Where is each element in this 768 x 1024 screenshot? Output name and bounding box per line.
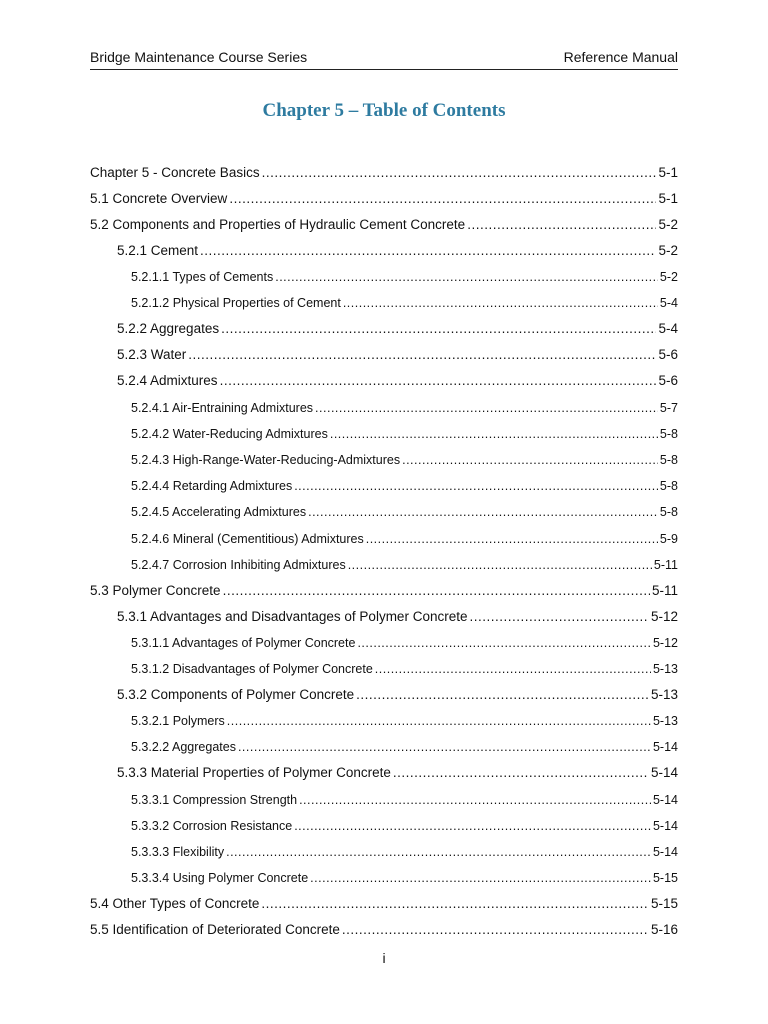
toc-leader-dots	[375, 662, 651, 676]
toc-leader-dots	[227, 714, 651, 728]
toc-leader-dots	[315, 401, 658, 415]
toc-entry-page: 5-12	[650, 608, 678, 624]
toc-entry-label: 5.2.4.4 Retarding Admixtures	[131, 479, 293, 494]
toc-entry-label: 5.2.1 Cement	[117, 243, 199, 258]
toc-entry-label: 5.2.4.5 Accelerating Admixtures	[131, 505, 307, 520]
toc-leader-dots	[310, 871, 651, 885]
toc-entry-label: 5.3.2 Components of Polymer Concrete	[117, 687, 355, 703]
toc-entry[interactable]	[90, 180, 678, 206]
toc-entry[interactable]	[90, 624, 678, 650]
page-number: i	[382, 950, 386, 966]
toc-entry[interactable]	[90, 780, 678, 806]
toc-entry-page: 5-6	[658, 347, 678, 363]
toc-entry[interactable]	[90, 415, 678, 441]
toc-entry-label: 5.3.2.2 Aggregates	[131, 740, 236, 755]
toc-leader-dots	[226, 845, 651, 859]
toc-entry[interactable]	[90, 519, 678, 545]
toc-entry-label: 5.4 Other Types of Concrete	[90, 896, 260, 912]
toc-entry-label: 5.2.4.2 Water-Reducing Admixtures	[131, 426, 328, 441]
toc-entry[interactable]	[90, 676, 678, 702]
toc-leader-dots	[330, 427, 658, 441]
toc-leader-dots	[229, 191, 656, 206]
toc-entry-page: 5-14	[652, 792, 678, 807]
toc-entry-page: 5-14	[652, 818, 678, 833]
toc-entry-page: 5-8	[659, 426, 678, 441]
header-rule	[90, 69, 678, 70]
toc-leader-dots	[238, 740, 651, 754]
toc-entry-label: 5.3.3.2 Corrosion Resistance	[131, 818, 293, 833]
header-series-title: Bridge Maintenance Course Series	[90, 49, 308, 65]
toc-entry-label: 5.2.3 Water	[117, 347, 187, 363]
toc-entry-label: 5.2.2 Aggregates	[117, 321, 220, 337]
toc-entry-page: 5-11	[651, 582, 678, 598]
toc-entry[interactable]	[90, 859, 678, 885]
toc-entry[interactable]	[90, 362, 678, 388]
toc-entry-page: 5-13	[652, 714, 678, 729]
toc-entry[interactable]	[90, 650, 678, 676]
page-header	[90, 47, 678, 67]
toc-entry[interactable]	[90, 598, 678, 624]
toc-entry-page: 5-2	[658, 217, 678, 232]
toc-leader-dots	[188, 347, 656, 362]
toc-entry-page: 5-1	[658, 165, 678, 180]
toc-leader-dots	[220, 373, 657, 388]
toc-leader-dots	[469, 609, 649, 624]
toc-entry-page: 5-4	[658, 321, 678, 337]
toc-entry-label: 5.2.1.1 Types of Cements	[131, 270, 274, 285]
toc-leader-dots	[223, 583, 650, 598]
toc-entry[interactable]	[90, 206, 678, 232]
toc-entry-page: 5-8	[659, 505, 678, 520]
page-title: Chapter 5 – Table of Contents	[262, 100, 506, 121]
toc-entry-page: 5-15	[650, 896, 678, 912]
toc-entry[interactable]	[90, 258, 678, 284]
toc-entry-page: 5-14	[652, 740, 678, 755]
toc-entry[interactable]	[90, 572, 678, 598]
toc-entry-label: 5.3.1.2 Disadvantages of Polymer Concrete	[131, 662, 373, 677]
toc-entry[interactable]	[90, 493, 678, 519]
toc-entry-page: 5-13	[652, 662, 678, 677]
toc-entry[interactable]	[90, 467, 678, 493]
toc-entry-label: 5.2.4 Admixtures	[117, 373, 218, 389]
toc-entry-page: 5-2	[658, 243, 678, 258]
toc-entry-label: 5.3.3.3 Flexibility	[131, 845, 225, 859]
toc-entry[interactable]	[90, 336, 678, 362]
toc-entry-page: 5-16	[650, 922, 678, 938]
toc-entry-page: 5-4	[659, 296, 678, 311]
toc-leader-dots	[294, 479, 658, 493]
toc-entry[interactable]	[90, 702, 678, 728]
toc-entry-label: 5.2.1.2 Physical Properties of Cement	[131, 296, 341, 311]
table-of-contents	[90, 154, 678, 937]
toc-entry-label: 5.3.2.1 Polymers	[131, 714, 225, 729]
toc-entry-page: 5-15	[652, 871, 678, 886]
toc-entry-page: 5-14	[650, 765, 678, 781]
toc-leader-dots	[393, 765, 649, 780]
toc-leader-dots	[308, 505, 658, 519]
toc-entry-page: 5-8	[659, 452, 678, 467]
toc-entry-page: 5-6	[658, 373, 678, 389]
toc-entry-label: 5.3.1.1 Advantages of Polymer Concrete	[131, 635, 356, 650]
toc-entry-page: 5-14	[652, 845, 678, 859]
toc-entry[interactable]	[90, 728, 678, 754]
toc-entry-label: 5.3 Polymer Concrete	[90, 582, 221, 598]
toc-leader-dots	[221, 321, 656, 336]
toc-entry-label: 5.3.1 Advantages and Disadvantages of Polymer Concrete	[117, 608, 468, 624]
toc-entry[interactable]	[90, 911, 678, 937]
toc-entry[interactable]	[90, 441, 678, 467]
toc-entry[interactable]	[90, 232, 678, 258]
toc-entry-label: 5.3.3.4 Using Polymer Concrete	[131, 871, 309, 886]
toc-entry-page: 5-2	[659, 270, 678, 285]
toc-entry-page: 5-7	[659, 400, 678, 415]
toc-leader-dots	[366, 532, 658, 546]
toc-leader-dots	[200, 243, 656, 258]
toc-entry-label: 5.5 Identification of Deteriorated Concrete	[90, 922, 340, 938]
toc-entry-label: Chapter 5 - Concrete Basics	[90, 165, 260, 180]
toc-leader-dots	[467, 217, 656, 232]
toc-leader-dots	[261, 896, 649, 911]
toc-entry-page: 5-12	[652, 635, 678, 650]
toc-entry[interactable]	[90, 388, 678, 414]
toc-entry-page: 5-13	[650, 687, 678, 703]
toc-leader-dots	[342, 922, 649, 937]
toc-entry[interactable]	[90, 833, 678, 859]
header-manual-title: Reference Manual	[563, 49, 678, 65]
toc-entry[interactable]	[90, 885, 678, 911]
toc-leader-dots	[294, 819, 651, 833]
toc-leader-dots	[402, 453, 658, 467]
toc-entry[interactable]	[90, 154, 678, 180]
toc-entry-page: 5-1	[658, 191, 678, 206]
toc-entry-page: 5-9	[659, 531, 678, 546]
toc-leader-dots	[356, 687, 649, 702]
toc-leader-dots	[348, 558, 652, 572]
toc-entry[interactable]	[90, 546, 678, 572]
toc-entry[interactable]	[90, 807, 678, 833]
toc-entry-label: 5.2.4.7 Corrosion Inhibiting Admixtures	[131, 557, 346, 572]
toc-entry-page: 5-8	[659, 479, 678, 494]
toc-leader-dots	[262, 165, 657, 180]
toc-entry-label: 5.1 Concrete Overview	[90, 191, 228, 206]
toc-leader-dots	[357, 636, 651, 650]
toc-leader-dots	[299, 793, 651, 807]
toc-entry-label: 5.3.3.1 Compression Strength	[131, 792, 298, 807]
toc-leader-dots	[343, 296, 658, 310]
toc-entry-label: 5.2 Components and Properties of Hydraulic Cement Concrete	[90, 217, 466, 232]
toc-entry-label: 5.3.3 Material Properties of Polymer Concrete	[117, 765, 391, 781]
toc-entry-page: 5-11	[653, 557, 678, 572]
toc-entry-label: 5.2.4.3 High-Range-Water-Reducing-Admixtures	[131, 452, 401, 467]
toc-entry[interactable]	[90, 284, 678, 310]
toc-entry[interactable]	[90, 754, 678, 780]
toc-leader-dots	[275, 270, 658, 284]
toc-entry[interactable]	[90, 310, 678, 336]
toc-entry-label: 5.2.4.1 Air-Entraining Admixtures	[131, 400, 314, 415]
toc-entry-label: 5.2.4.6 Mineral (Cementitious) Admixtures	[131, 531, 364, 546]
